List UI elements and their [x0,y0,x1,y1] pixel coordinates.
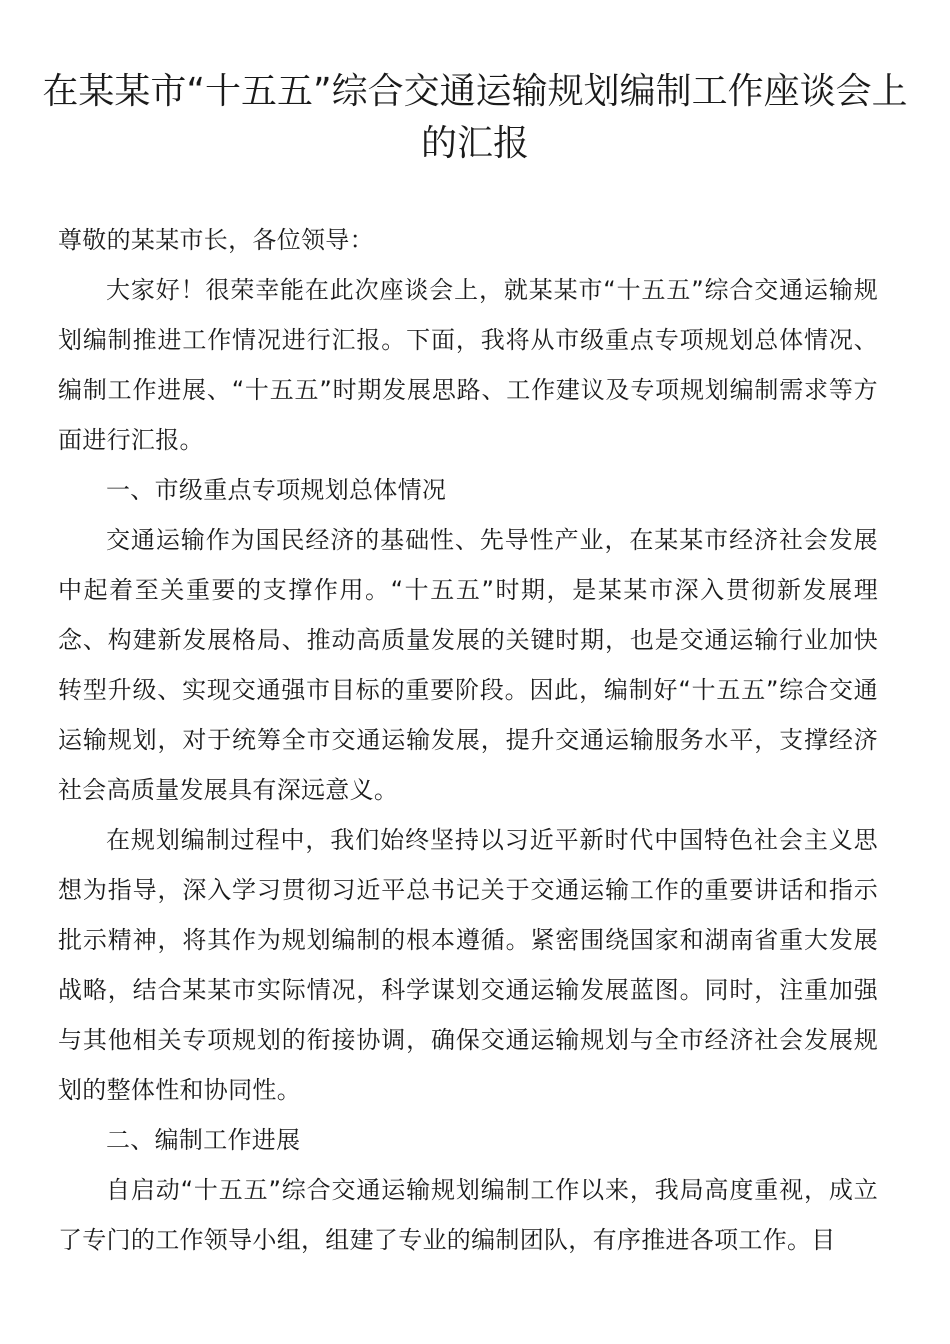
document-body [58,215,878,1265]
intro-paragraph: 大家好！很荣幸能在此次座谈会上，就某某市“十五五”综合交通运输规划编制推进工作情况进行汇报。下面，我将从市级重点专项规划总体情况、编制工作进展、“十五五”时期发展思路、工作建议及专项规划编制需求等方面进行汇报。 [58,276,878,454]
section2-paragraph: 自启动“十五五”综合交通运输规划编制工作以来，我局高度重视，成立了专门的工作领导小组，组建了专业的编制团队，有序推进各项工作。目 [58,1176,878,1254]
section1-paragraph: 在规划编制过程中，我们始终坚持以习近平新时代中国特色社会主义思想为指导，深入学习贯彻习近平总书记关于交通运输工作的重要讲话和指示批示精神，将其作为规划编制的根本遵循。紧密围绕国家和湖南省重大发展战略，结合某某市实际情况，科学谋划交通运输发展蓝图。同时，注重加强与其他相关专项规划的衔接协调，确保交通运输规划与全市经济社会发展规划的整体性和协同性。 [58,826,878,1104]
section-heading-2: 二、编制工作进展 [106,1126,301,1154]
section1-paragraph: 交通运输作为国民经济的基础性、先导性产业，在某某市经济社会发展中起着至关重要的支撑作用。“十五五”时期，是某某市深入贯彻新发展理念、构建新发展格局、推动高质量发展的关键时期，也是交通运输行业加快转型升级、实现交通强市目标的重要阶段。因此，编制好“十五五”综合交通运输规划，对于统筹全市交通运输发展，提升交通运输服务水平，支撑经济社会高质量发展具有深远意义。 [58,526,878,804]
document-title: 在某某市“十五五”综合交通运输规划编制工作座谈会上的汇报 [42,71,908,164]
section-heading-1: 一、市级重点专项规划总体情况 [106,476,447,504]
salutation: 尊敬的某某市长，各位领导： [58,226,374,254]
